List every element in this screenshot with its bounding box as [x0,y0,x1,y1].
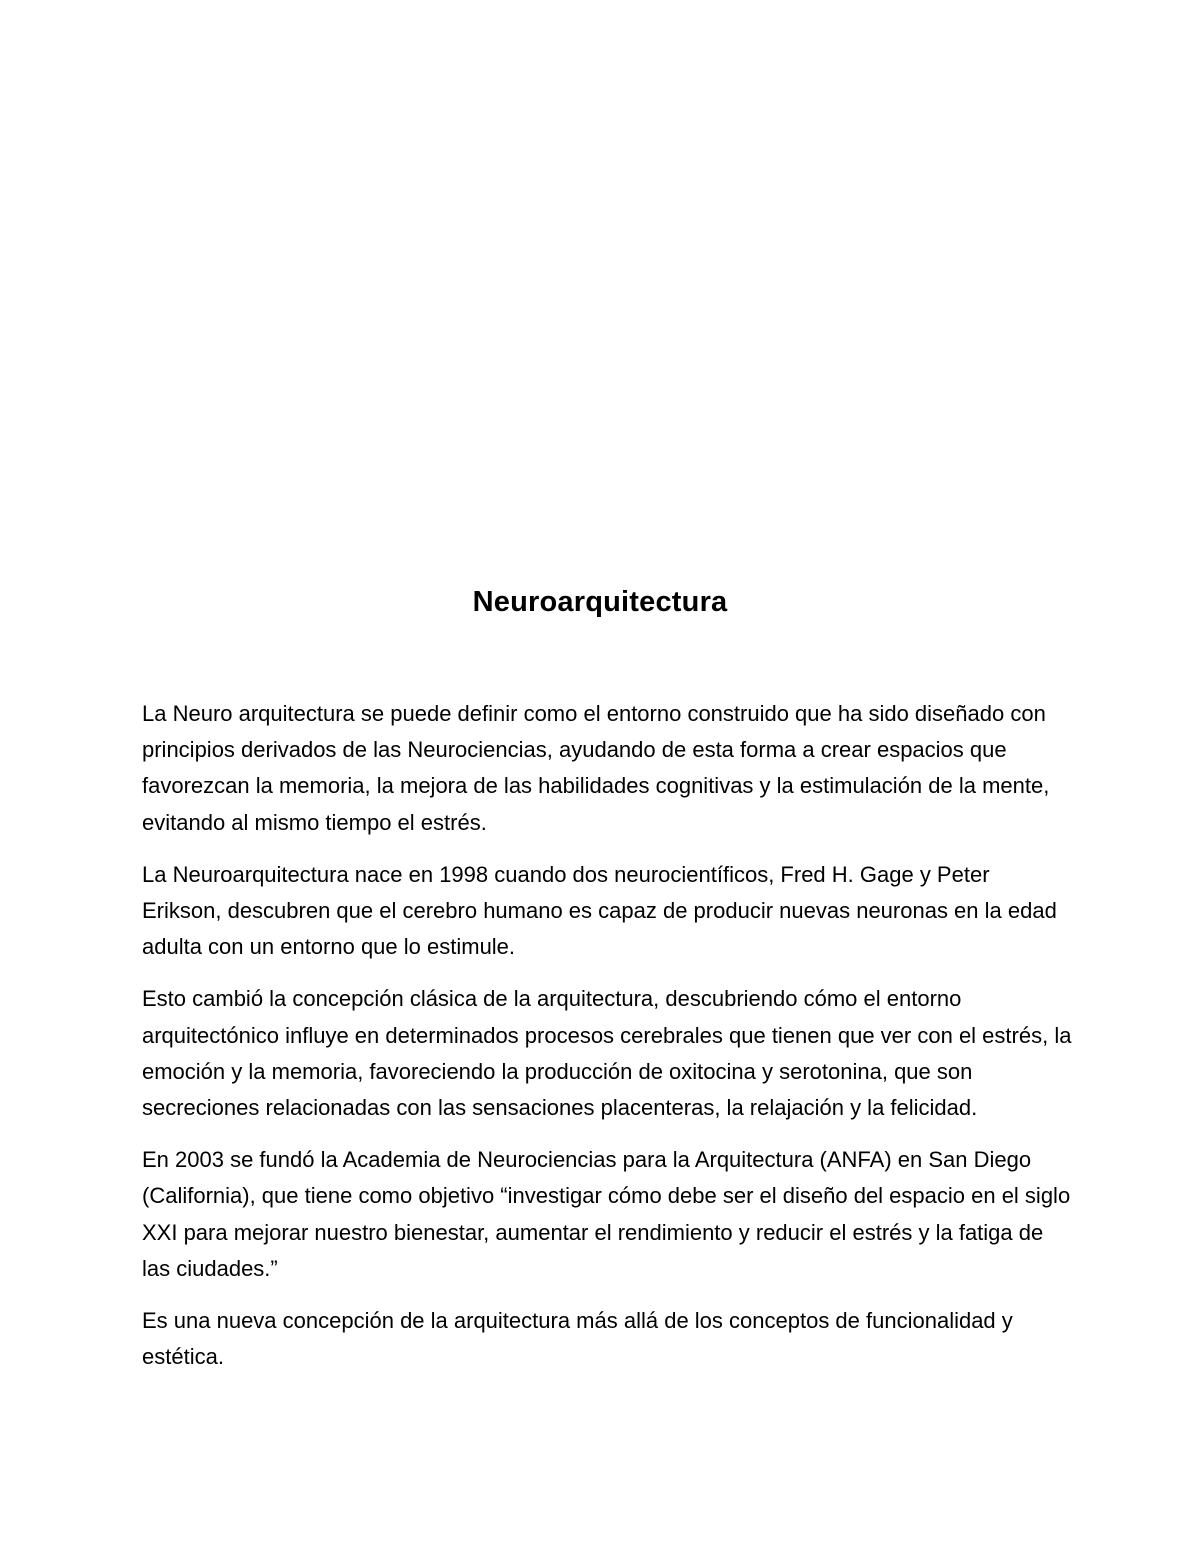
page-title: Neuroarquitectura [472,586,728,618]
paragraph-definition: La Neuro arquitectura se puede definir como el entorno construido que ha sido diseñado con principios derivados de las Neurociencias, ayudando de esta forma a crear espacios que favorezcan la memoria, la mejora de las habilidades cognitivas y la estimulación de la mente, evitando al mismo tiempo el estrés. [142,701,1050,835]
paragraph-origin: La Neuroarquitectura nace en 1998 cuando dos neurocientíficos, Fred H. Gage y Peter Erikson, descubren que el cerebro humano es capaz de producir nuevas neuronas en la edad adulta con un entorno que lo estimule. [142,861,1057,960]
paragraph-impact: Esto cambió la concepción clásica de la arquitectura, descubriendo cómo el entorno arquitectónico influye en determinados procesos cerebrales que tienen que ver con el estrés, la emoción y la memoria, favoreciendo la producción de oxitocina y serotonina, que son secreciones relacionadas con las sensaciones placenteras, la relajación y la felicidad. [142,986,1072,1121]
paragraph-anfa: En 2003 se fundó la Academia de Neurociencias para la Arquitectura (ANFA) en San Diego (California), que tiene como objetivo “investigar cómo debe ser el diseño del espacio en el siglo XXI para mejorar nuestro bienestar, aumentar el rendimiento y reducir el estrés y la fatiga de las ciudades.” [142,1147,1071,1281]
document-body [142,696,1072,1391]
paragraph-conclusion: Es una nueva concepción de la arquitectura más allá de los conceptos de funcionalidad y estética. [142,1308,1013,1370]
